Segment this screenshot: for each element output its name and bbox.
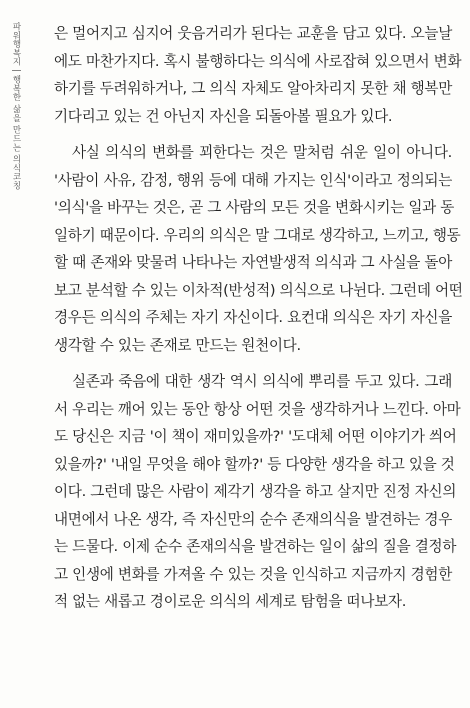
text-line: 는 드물다. 이제 순수 존재의식을 발견하는 일이 삶의 질을 결정하 [54,538,457,555]
text-line: 할 때 존재와 맞물려 나타나는 자연발생적 의식과 그 사실을 돌아 [54,254,452,271]
text-line: '의식'을 바꾸는 것은, 곧 그 사람의 모든 것을 변화시키는 일과 동 [54,199,455,216]
text-line: 적 없는 새롭고 경이로운 의식의 세계로 탐험을 떠나보자. [54,593,407,610]
text-line: 보고 분석할 수 있는 이차적(반성적) 의식으로 나뉜다. 그런데 어떤 [54,281,463,299]
text-line: 고 인생에 변화를 가져올 수 있는 것을 인식하고 지금까지 경험한 [54,565,452,583]
text-line: 이다. 그런데 많은 사람이 제각기 생각을 하고 살지만 진정 자신의 [54,483,457,500]
text-line: 에도 마찬가지다. 혹시 불행하다는 의식에 사로잡혀 있으면서 변화 [54,52,462,70]
running-header: 파워행복지 | 행복한 삶을 만드는 의식코칭 [11,22,21,190]
paragraph-3 [54,368,461,616]
text-line: 있을까?' '내일 무엇을 해야 할까?' 등 다양한 생각을 하고 있을 것 [54,455,455,473]
text-line: 사실 의식의 변화를 꾀한다는 것은 말처럼 쉬운 일이 아니다. [72,144,452,161]
text-line: 생각할 수 있는 존재로 만드는 원천이다. [54,336,301,354]
text-line: 도 당신은 지금 '이 책이 재미있을까?' '도대체 어떤 이야기가 씌어 [54,428,457,445]
paragraph-gap [54,130,452,139]
text-line: 기다리고 있는 건 아닌지 자신을 되돌아볼 필요가 있다. [54,107,393,125]
body-text [54,20,463,616]
text-line: 일하기 때문이다. 우리의 의식은 말 그대로 생각하고, 느끼고, 행동 [54,226,461,244]
text-line: 하기를 두려워하거나, 그 의식 자체도 알아차리지 못한 채 행복만 [54,80,452,97]
paragraph-2 [54,139,463,359]
text-line: 내면에서 나온 생각, 즉 자신만의 순수 존재의식을 발견하는 경우 [54,510,452,528]
paragraph-gap [54,359,452,368]
paragraph-1 [54,20,462,130]
text-line: '사람이 사유, 감정, 행위 등에 대해 가지는 인식'이라고 정의되는 [54,171,452,189]
text-line: 경우든 의식의 주체는 자기 자신이다. 요컨대 의식은 자기 자신을 [54,309,452,326]
text-line: 실존과 죽음에 대한 생각 역시 의식에 뿌리를 두고 있다. 그래 [72,373,452,390]
text-line: 서 우리는 깨어 있는 동안 항상 어떤 것을 생각하거나 느낀다. 아마 [54,400,461,418]
text-line: 은 멀어지고 심지어 웃음거리가 된다는 교훈을 담고 있다. 오늘날 [54,25,452,42]
